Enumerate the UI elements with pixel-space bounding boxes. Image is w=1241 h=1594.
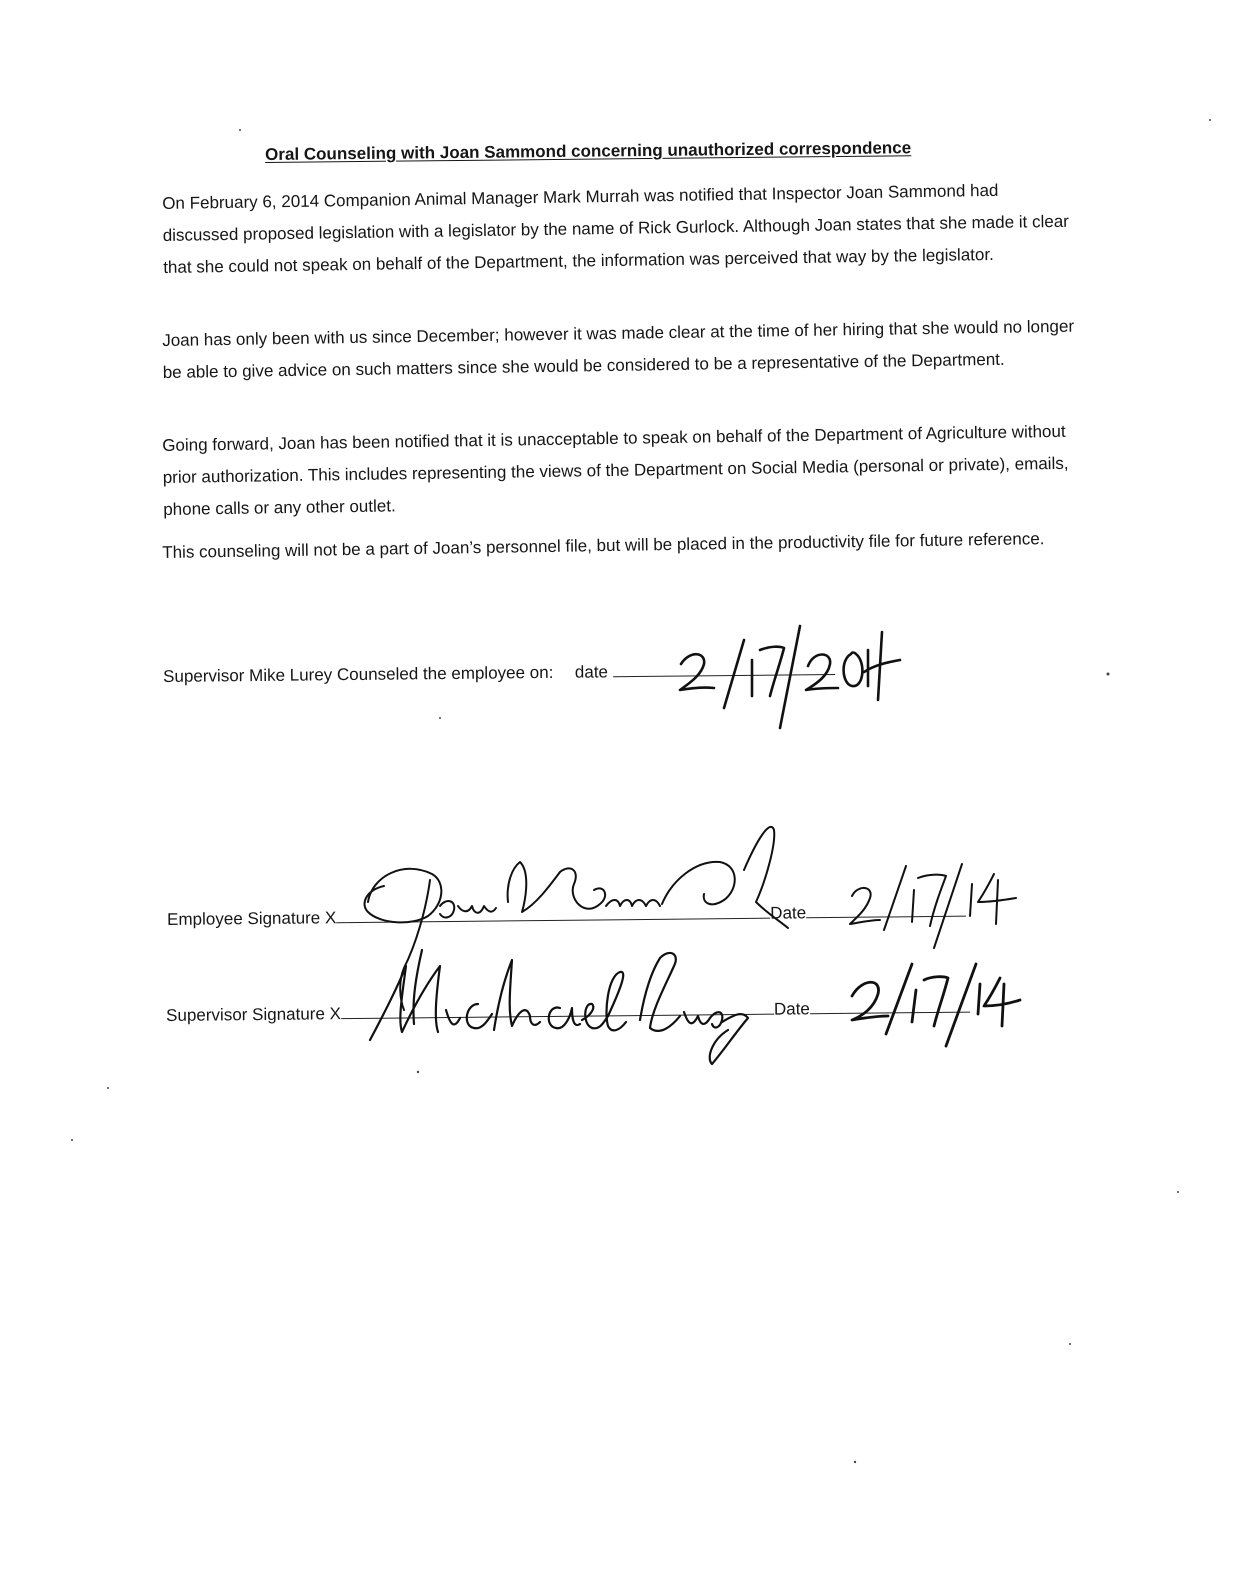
paragraph-going-forward: Going forward, Joan has been notified that it is unacceptable to speak on behalf of the Department of Agriculture without prior authorization. This includes representing the views of the Department on Social Media (personal or private), emails, phone calls or any other outlet. — [162, 421, 1069, 519]
employee-date-line — [806, 900, 966, 919]
supervisor-signature-line — [341, 998, 774, 1020]
employee-date-label: Date — [770, 903, 807, 923]
paragraph-background: Joan has only been with us since December; however it was made clear at the time of her hiring that she would no longer be able to give advice on such matters since she would be considered to be a representative of the Department. — [162, 316, 1075, 382]
supervisor-signature-row — [166, 996, 970, 1026]
counsel-date-label: date — [574, 662, 609, 682]
employee-signature-line — [336, 902, 770, 924]
supervisor-date-label: Date — [773, 999, 810, 1019]
employee-signature-row — [167, 900, 966, 930]
document-title: Oral Counseling with Joan Sammond concerning unauthorized correspondence — [265, 138, 912, 164]
supervisor-date-line — [810, 996, 970, 1015]
supervisor-signature-label: Supervisor Signature X — [166, 1004, 342, 1025]
counsel-date-line — [613, 658, 835, 677]
paragraph-file-note: This counseling will not be a part of Joan’s personnel file, but will be placed in the productivity file for future reference. — [162, 529, 1045, 562]
counsel-date-row — [163, 658, 835, 687]
employee-signature-label: Employee Signature X — [167, 908, 337, 929]
counsel-label: Supervisor Mike Lurey Counseled the employee on: — [163, 662, 554, 686]
paragraph-notification: On February 6, 2014 Companion Animal Manager Mark Murrah was notified that Inspector Joan Sammond had discussed proposed legislation with a legislator by the name of Rick Gurlock. Although Joan states that she made it clear that she could not speak on behalf of the Department, the information was perceived that way by the legislator. — [162, 180, 1070, 277]
